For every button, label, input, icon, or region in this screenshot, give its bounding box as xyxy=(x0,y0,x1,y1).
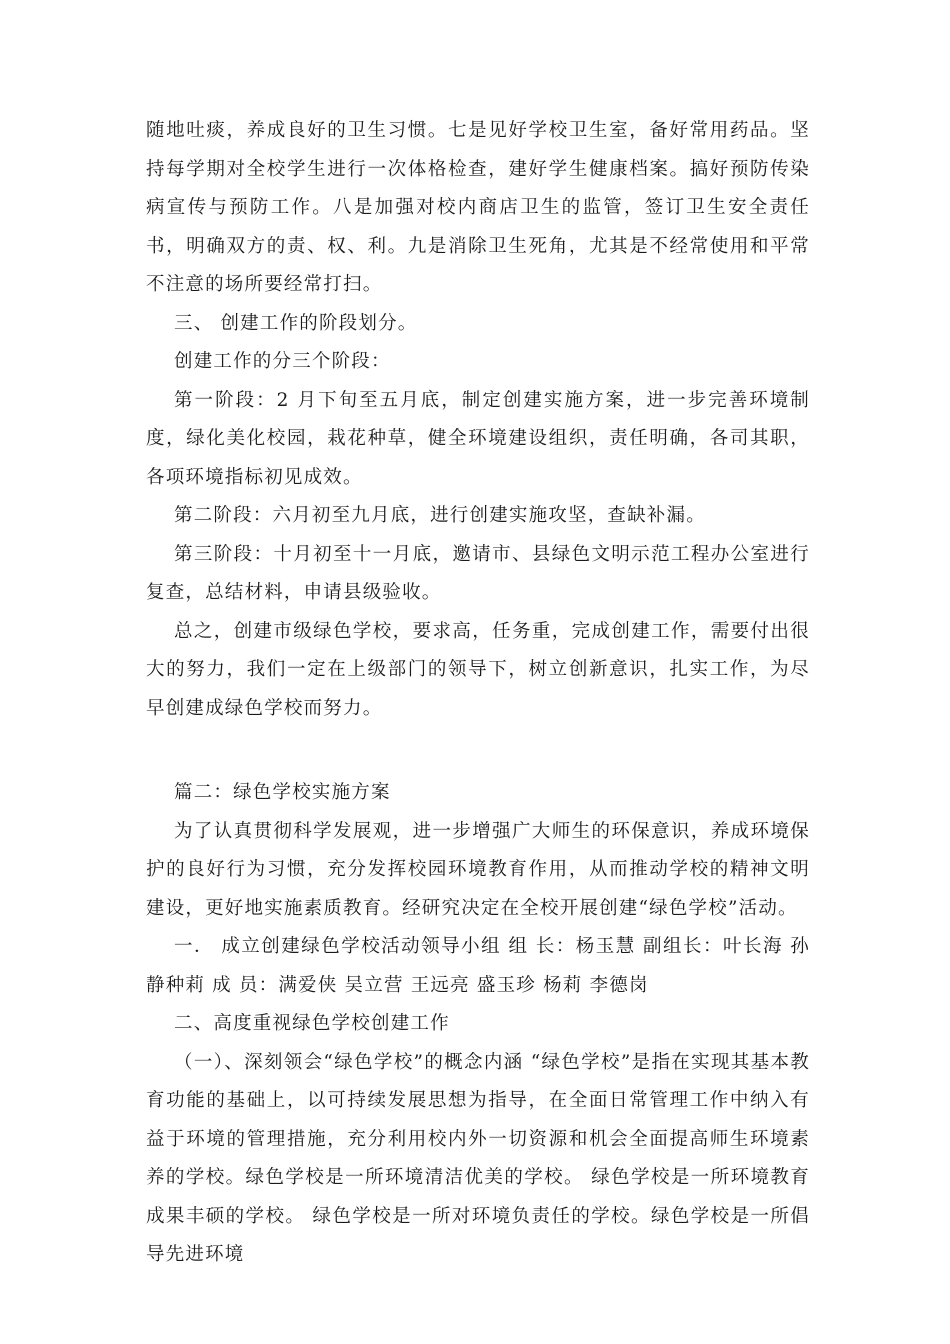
paragraph-hygiene-measures: 随地吐痰，养成良好的卫生习惯。七是见好学校卫生室，备好常用药品。坚持每学期对全校学生进行一次体格检查，建好学生健康档案。搞好预防传染病宣传与预防工作。八是加强对校内商店卫生的监管，签订卫生安全责任书，明确双方的责、权、利。九是消除卫生死角，尤其是不经常使用和平常不注意的场所要经常打扫。 xyxy=(146,120,810,295)
paragraph-stage-three: 第三阶段：十月初至十一月底，邀请市、县绿色文明示范工程办公室进行复查，总结材料，申请县级验收。 xyxy=(146,543,810,603)
paragraph-conclusion: 总之，创建市级绿色学校，要求高，任务重，完成创建工作，需要付出很大的努力，我们一定在上级部门的领导下，树立创新意识，扎实工作，为尽早创建成绿色学校而努力。 xyxy=(146,620,810,719)
paragraph-green-school-concept: （一）、深刻领会“绿色学校”的概念内涵 “绿色学校”是指在实现其基本教育功能的基础上，以可持续发展思想为指导，在全面日常管理工作中纳入有益于环境的管理措施，充分利用校内外一切资源和机会全面提高师生环境素养的学校。绿色学校是一所环境清洁优美的学校。 绿色学校是一所环境教育成果丰硕的学校。 绿色学校是一所对环境负责任的学校。绿色学校是一所倡导先进环境 xyxy=(146,1051,810,1265)
document-page xyxy=(146,112,810,1275)
section-gap xyxy=(146,728,810,766)
paragraph-stage-two: 第二阶段：六月初至九月底，进行创建实施攻坚，查缺补漏。 xyxy=(174,505,706,526)
paragraph-stage-one: 第一阶段：2 月下旬至五月底，制定创建实施方案，进一步完善环境制度，绿化美化校园，栽花种草，健全环境建设组织，责任明确，各司其职，各项环境指标初见成效。 xyxy=(146,389,810,488)
heading-attach-importance: 二、高度重视绿色学校创建工作 xyxy=(174,1013,450,1034)
heading-stage-division: 三、 创建工作的阶段划分。 xyxy=(174,312,418,334)
paragraph-leadership-group: 一． 成立创建绿色学校活动领导小组 组 长：杨玉慧 副组长：叶长海 孙静种莉 成 员：满爱侠 吴立营 王远亮 盛玉珍 杨莉 李德岗 xyxy=(146,936,810,996)
paragraph-three-stages: 创建工作的分三个阶段： xyxy=(174,351,391,372)
paragraph-introduction: 为了认真贯彻科学发展观，进一步增强广大师生的环保意识，养成环境保护的良好行为习惯，充分发挥校园环境教育作用，从而推动学校的精神文明建设，更好地实施素质教育。经研究决定在全校开展创建“绿色学校”活动。 xyxy=(146,820,810,919)
heading-part-two: 篇二：绿色学校实施方案 xyxy=(174,782,391,803)
